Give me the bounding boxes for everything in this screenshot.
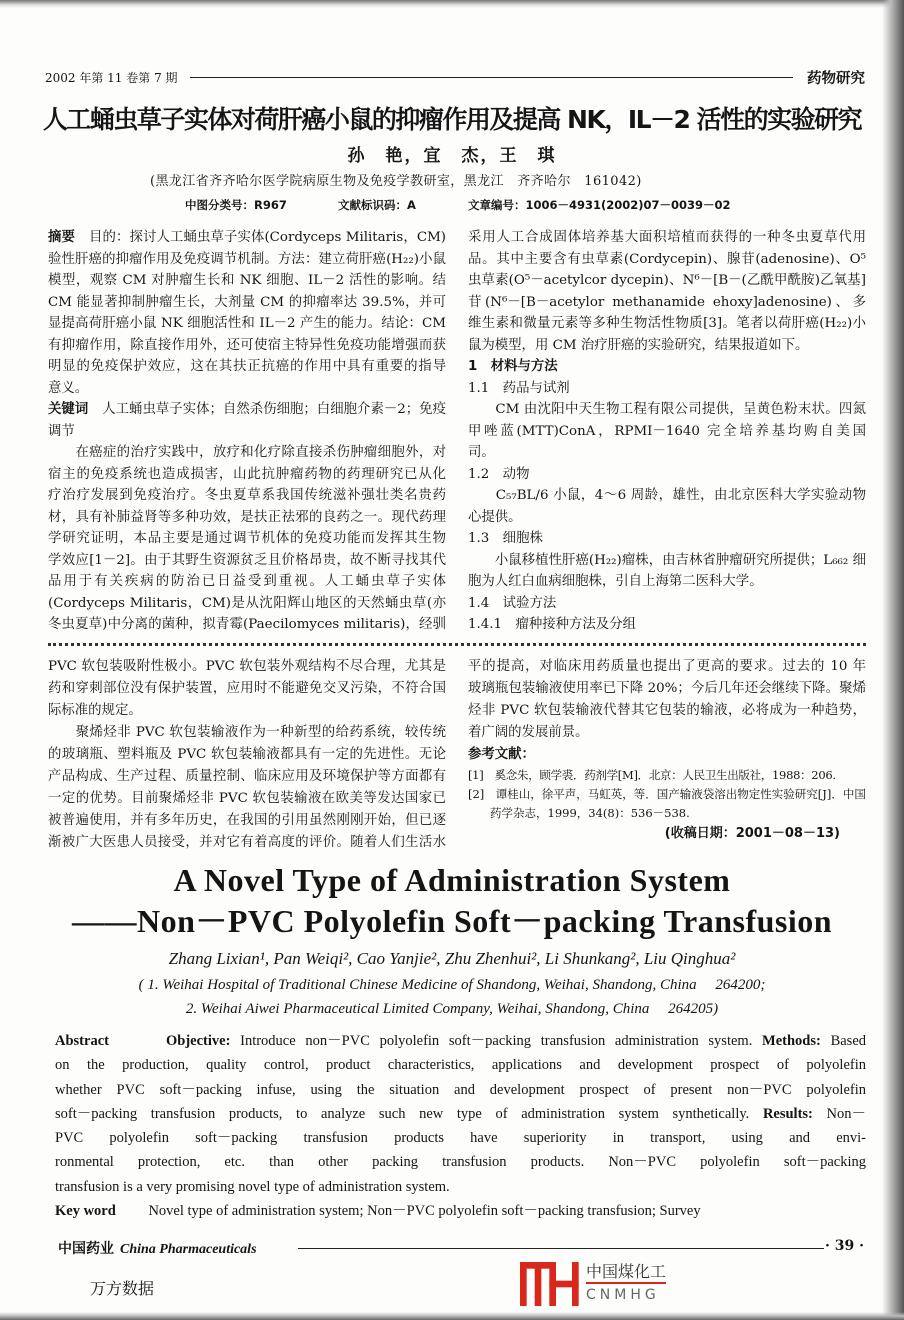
text-line [48, 378, 446, 400]
reference-item: [2] 谭桂山，徐平声，马虹英，等．国产输液袋溶出物定性实验研究[J]．中国药学杂志，1999，34(8)：536－538. [468, 787, 866, 820]
abstract-text: PVC polyolefin soft－packing transfusion products have superiority in transport, using and envi- [55, 1130, 866, 1147]
text-line [48, 550, 446, 572]
line-text: 平的提高，对临床用药质量也提出了更高的要求。过去的 10 年 [468, 659, 866, 674]
line-text: 际标准的规定。 [48, 703, 142, 718]
text-line [468, 678, 866, 700]
text-line [468, 571, 866, 593]
abstract-label: Objective: [165, 1033, 241, 1049]
references-heading: 参考文献： [468, 747, 535, 762]
section-label: 摘要 [48, 230, 75, 245]
line-text: 虫草素(O⁵－acetylcor dycepin)、N⁶－[B－(乙酰甲酰胺)乙氧基] [468, 273, 866, 288]
line-text: 玻璃瓶包装输液使用率已下降 20%；今后几年还会继续下降。聚烯 [468, 681, 866, 696]
issue-info: 2002 年第 11 卷第 7 期 [45, 71, 178, 85]
abstract-line [55, 1199, 866, 1223]
section-name: 药物研究 [807, 71, 865, 87]
text-line [468, 442, 866, 464]
line-text: 苷(N⁶－[B－acetylor methanamide ehoxy]adenosine)、多 [468, 294, 866, 310]
line-text: 采用人工合成固体培养基大面积培植而获得的一种冬虫夏草代用 [468, 230, 866, 245]
article-number: 文章编号：1006－4931(2002)07－0039－02 [468, 198, 731, 212]
classification-line [0, 197, 904, 213]
text-line [48, 335, 446, 357]
text-line [48, 810, 446, 832]
abstract-line [55, 1150, 866, 1174]
conclusion-text [468, 656, 866, 744]
authors-cn: 孙 艳，宜 杰，王 琪 [347, 146, 557, 166]
text-line [468, 270, 866, 292]
abstract-label: Abstract [55, 1033, 157, 1049]
line-text: 一定的优势。目前聚烯烃非 PVC 软包装输液在欧美等发达国家已 [48, 791, 446, 806]
page-number: · 39 · [825, 1238, 864, 1254]
line-text: 目的：探讨人工蛹虫草子实体(Cordyceps Militaris，CM) [89, 230, 446, 245]
section-heading [468, 593, 866, 615]
text-line [468, 227, 866, 249]
line-text: 维生素和微量元素等多种生物活性物质[3]。笔者以荷肝癌(H₂₂)小 [468, 316, 866, 331]
line-text: 学效应[1－2]。由于其野生资源贫乏且价格昂贵，故不断寻找其代 [48, 552, 446, 568]
line-text: 明显的免疫保护效应，这在其扶正抗癌的作用中具有重要的指导 [48, 359, 446, 374]
text-line [468, 399, 866, 421]
journal-name-en: China Pharmaceuticals [120, 1242, 257, 1257]
text-line [48, 571, 446, 593]
line-text: 1.3 细胞株 [468, 531, 543, 546]
text-line [48, 227, 446, 249]
scan-edge-top [0, 0, 904, 8]
text-line [48, 788, 446, 810]
text-line [468, 700, 866, 722]
text-line [468, 313, 866, 335]
abstract-label: Results: [762, 1105, 827, 1122]
line-text: 意义。 [48, 380, 89, 396]
section-label: 关键词 [48, 402, 89, 417]
section-heading [468, 528, 866, 550]
section-heading [468, 614, 866, 636]
affiliation-en-2: 2. Weihai Aiwei Pharmaceutical Limited Company, Weihai, Shandong, China 264205) [185, 1001, 719, 1017]
line-text: 鼠为模型，用 CM 治疗肝癌的实验研究，结果报道如下。 [468, 337, 809, 353]
abstract-text: soft－packing transfusion products, to analyze such new type of administration system synthetically. [55, 1105, 763, 1122]
line-text: 疗治疗发展到免疫治疗。冬虫夏草系我国传统滋补强壮类名贵药 [48, 488, 446, 503]
section-heading [468, 356, 866, 378]
line-text: 人工蛹虫草子实体；自然杀伤细胞；白细胞介素－2；免疫 [102, 402, 446, 417]
abstract-line [55, 1029, 866, 1053]
article-separator [48, 643, 866, 646]
abstract-line [55, 1053, 866, 1077]
text-line [468, 722, 866, 744]
line-text: 1.1 药品与试剂 [468, 380, 570, 396]
text-line [48, 356, 446, 378]
line-text: 品用于有关疾病的防治已日益受到重视。人工蛹虫草子实体 [48, 574, 446, 589]
text-line [48, 614, 446, 636]
line-text: 的玻璃瓶、塑料瓶及 PVC 软包装输液都具有一定的先进性。无论 [48, 747, 446, 762]
abstract-text: whether PVC soft－packing infuse, using the situation and development prospect of present non－PVC polyolefin [55, 1081, 866, 1098]
affiliation-en-1: ( 1. Weihai Hospital of Traditional Chinese Medicine of Shandong, Weihai, Shandong, China 264200; [138, 977, 766, 993]
line-text: 聚烯烃非 PVC 软包装输液作为一种新型的给药系统，较传统 [48, 725, 446, 740]
column-left-cn [48, 227, 446, 636]
text-line [48, 678, 446, 700]
text-line [48, 442, 446, 464]
affiliation-cn: (黑龙江省齐齐哈尔医学院病原生物及免疫学教研室，黑龙江 齐齐哈尔 161042) [150, 174, 642, 189]
line-text: 1 材料与方法 [468, 359, 558, 374]
line-text: 甲唑蓝(MTT)ConA，RPMI－1640 完全培养基均购自美国 [468, 423, 866, 439]
line-text: 小鼠移植性肝癌(H₂₂)瘤株，由吉林省肿瘤研究所提供；L₆₆₂ 细 [468, 552, 866, 568]
text-line [48, 292, 446, 314]
text-line [48, 722, 446, 744]
line-text: 胞为人红白血病细胞株，引自上海第二医科大学。 [468, 574, 763, 589]
text-line [48, 507, 446, 529]
line-text: 验性肝癌的抑瘤作用及免疫调节机制。方法：建立荷肝癌(H₂₂)小鼠 [48, 251, 446, 267]
line-text: 学研究证明，本品主要是通过调节机体的免疫功能而发挥其生物 [48, 531, 446, 546]
text-line [48, 766, 446, 788]
source-mark: 万方数据 [90, 1279, 155, 1298]
document-code: 文献标识码：A [338, 198, 416, 212]
line-text: 在癌症的治疗实践中，放疗和化疗除直接杀伤肿瘤细胞外，对 [48, 445, 446, 460]
footer-rule [298, 1248, 824, 1249]
text-line [48, 593, 446, 615]
column-right-prev [468, 656, 866, 843]
abstract-line [55, 1175, 866, 1199]
text-line [48, 656, 446, 678]
text-line [48, 313, 446, 335]
line-text: 品。其中主要含有虫草素(Cordycepin)、腺苷(adenosine)、O⁵ [468, 251, 866, 267]
line-text: 1.2 动物 [468, 466, 530, 482]
article-title-en-1: A Novel Type of Administration System [173, 862, 731, 898]
line-text: 有抑瘤作用，除直接作用外，还可使宿主特异性免疫功能增强而获 [48, 337, 446, 353]
abstract-en [55, 1029, 866, 1223]
text-line [48, 464, 446, 486]
line-text: 司。 [468, 445, 495, 460]
running-header [40, 68, 865, 86]
text-line [468, 292, 866, 314]
abstract-text: Introduce non－PVC polyolefin soft－packing transfusion administration system. [240, 1033, 763, 1049]
abstract-line [55, 1078, 866, 1102]
text-line [48, 249, 446, 271]
text-line [468, 550, 866, 572]
text-line [48, 700, 446, 722]
abstract-text: Non－ [826, 1105, 866, 1122]
line-text: (Cordyceps Militaris，CM)是从沈阳辉山地区的天然蛹虫草(亦 [48, 595, 446, 611]
line-text: 烃非 PVC 软包装输液代替其它包装的输液，必将成为一种趋势， [468, 703, 866, 718]
watermark-cn: 中国煤化工 [586, 1262, 666, 1284]
line-text: 冬虫夏草)中分离的菌种，拟青霉(Paecilomyces militaris)，经驯 [48, 617, 446, 632]
article-title-en-2: ——Non－PVC Polyolefin Soft－packing Transfusion [71, 903, 833, 939]
line-text: 显提高荷肝癌小鼠 NK 细胞活性和 IL－2 产生的能力。结论：CM [48, 316, 446, 331]
line-text: C₅₇BL/6 小鼠，4～6 周龄，雄性，由北京医科大学实验动物 [495, 488, 866, 503]
line-text: 渐被广大医患人员接受，并对它有着高度的评价。随着人们生活水 [48, 835, 446, 850]
line-text: 调节 [48, 423, 75, 439]
text-line [48, 421, 446, 443]
mh-logo-icon [520, 1262, 580, 1306]
article-title-cn: 人工蛹虫草子实体对荷肝癌小鼠的抑瘤作用及提高 NK，IL－2 活性的实验研究 [42, 105, 862, 134]
authors-en: Zhang Lixian¹, Pan Weiqi², Cao Yanjie², Zhu Zhenhui², Li Shunkang², Liu Qinghua² [168, 949, 736, 968]
watermark-logo [520, 1262, 690, 1308]
section-heading [468, 378, 866, 400]
text-line [468, 421, 866, 443]
abstract-text: ronmental protection, etc. than other packing transfusion products. Non－PVC polyolefin soft－packing [55, 1154, 866, 1171]
abstract-label: Key word [55, 1203, 145, 1220]
text-line [468, 656, 866, 678]
watermark-en: CNMHG [586, 1287, 660, 1303]
journal-name-cn: 中国药业 [58, 1241, 114, 1257]
text-line [468, 335, 866, 357]
abstract-text: on the production, quality control, product characteristics, applications and development prospect of polyolefin [55, 1057, 866, 1074]
line-text: 1.4 试验方法 [468, 595, 557, 611]
reference-item: [1] 奚念朱，顾学裘．药剂学[M]．北京：人民卫生出版社，1988：206. [468, 768, 836, 782]
text-line [48, 399, 446, 421]
line-text: CM 能显著抑制肿瘤生长，大剂量 CM 的抑瘤率达 39.5%，并可 [48, 294, 446, 310]
line-text: 心提供。 [468, 509, 522, 525]
page-footer [58, 1238, 864, 1258]
text-line [468, 485, 866, 507]
abstract-label: Methods: [762, 1033, 831, 1049]
text-line [48, 485, 446, 507]
scan-edge-bottom [0, 1312, 904, 1320]
line-text: CM 由沈阳中天生物工程有限公司提供，呈黄色粉末状。四氮 [468, 402, 866, 417]
line-text: 材，具有补肺益肾等多种功效，是扶正祛邪的良药之一。现代药理 [48, 509, 446, 525]
line-text: 被普遍使用，并有多年历史，在我国的引用虽然刚刚开始，但已逐 [48, 813, 446, 828]
text-line [468, 507, 866, 529]
abstract-text: transfusion is a very promising novel type of administration system. [55, 1178, 450, 1195]
text-line [48, 528, 446, 550]
line-text: 药和穿刺部位没有保护装置，应用时不能避免交叉污染，不符合国 [48, 681, 446, 696]
abstract-text: Based [830, 1033, 866, 1049]
abstract-line [55, 1126, 866, 1150]
line-text: 产品构成、生产过程、质量控制、临床应用及环境保护等方面都有 [48, 769, 446, 784]
text-line [48, 832, 446, 854]
line-text: PVC 软包装吸附性极小。PVC 软包装外观结构不尽合理，尤其是 [48, 659, 446, 674]
line-text: 宿主的免疫系统也造成损害，山此抗肿瘤药物的药理研究已从化 [48, 466, 446, 482]
abstract-text: Novel type of administration system; Non－PVC polyolefin soft－packing transfusion; Survey [148, 1203, 701, 1220]
received-date: (收稿日期：2001－08－13) [664, 826, 840, 841]
line-text: 模型，观察 CM 对肿瘤生长和 NK 细胞、IL－2 活性的影响。结 [48, 273, 446, 288]
line-text: 着广阔的发展前景。 [468, 725, 589, 740]
header-rule [190, 77, 793, 78]
section-heading [468, 464, 866, 486]
text-line [48, 744, 446, 766]
abstract-line [55, 1102, 866, 1126]
journal-name [58, 1238, 257, 1258]
clc-number: 中图分类号：R967 [185, 198, 287, 212]
column-left-prev [48, 656, 446, 854]
line-text: 1.4.1 瘤种接种方法及分组 [468, 617, 636, 632]
column-right-cn [468, 227, 866, 636]
text-line [468, 249, 866, 271]
text-line [48, 270, 446, 292]
